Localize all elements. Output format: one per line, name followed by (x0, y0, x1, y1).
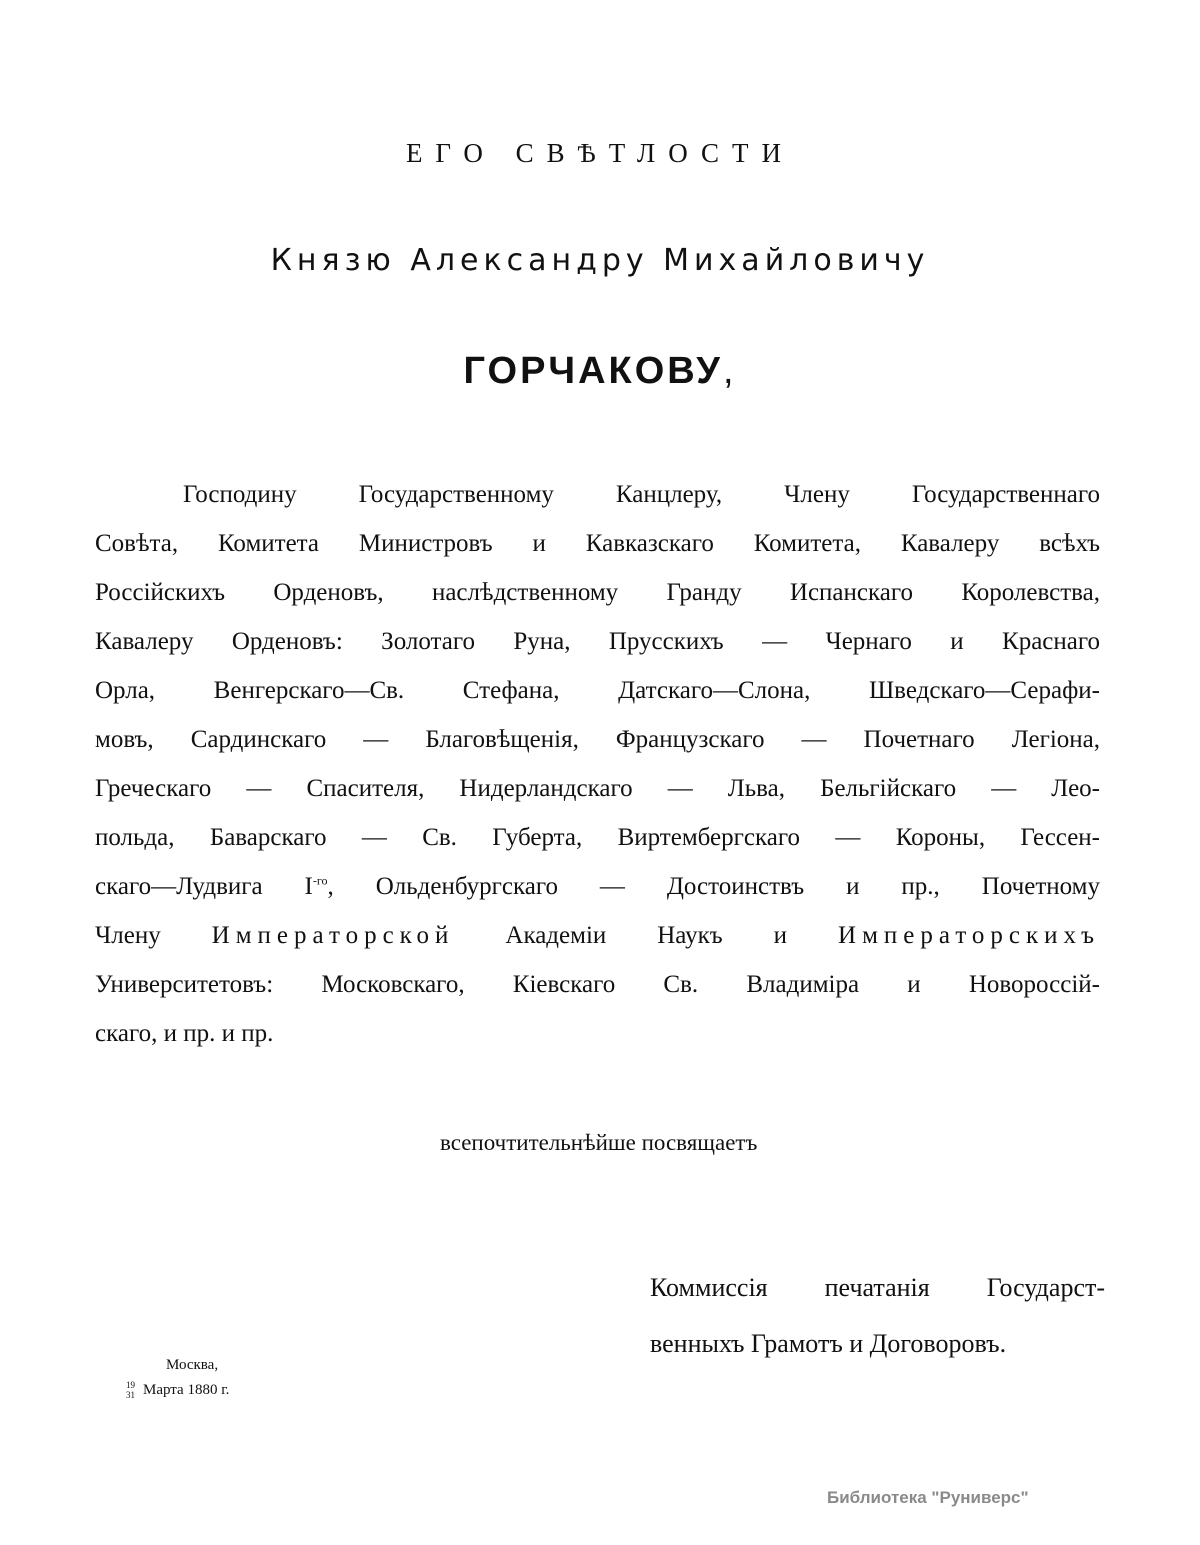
paragraph-line: Кавалеру Орденовъ: Золотаго Руна, Прусскихъ — Чернаго и Краснаго (95, 628, 1100, 655)
paragraph-line: Господину Государственному Канцлеру, Члену Государственнаго (183, 481, 1100, 508)
paragraph-line: Россійскихъ Орденовъ, наслѣдственному Гранду Испанскаго Королевства, (95, 579, 1100, 606)
paragraph-line: Греческаго — Спасителя, Нидерландскаго — Льва, Бельгійскаго — Лео- (95, 775, 1100, 802)
line-text: , Ольденбургскаго — Достоинствъ и пр., Почетному (327, 873, 1100, 900)
paragraph-line: Совѣта, Комитета Министровъ и Кавказскаго Комитета, Кавалеру всѣхъ (95, 530, 1100, 557)
titles-paragraph (95, 470, 1100, 1058)
dedication-phrase: всепочтительнѣйше посвящаетъ (440, 1130, 758, 1155)
date-of-issue (126, 1380, 229, 1400)
date-denominator: 31 (126, 1390, 135, 1400)
paragraph-line: Университетовъ: Московскаго, Кіевскаго Св. Владиміра и Новороссій- (95, 971, 1100, 998)
ordinal-superscript: -го (312, 873, 328, 888)
dedicatee-title: ЕГО СВѢТЛОСТИ (405, 138, 795, 168)
commission-line: венныхъ Грамотъ и Договоровъ. (650, 1329, 1007, 1358)
line-text: Члену (95, 922, 161, 949)
paragraph-line: Орла, Венгерскаго—Св. Стефана, Датскаго—Слона, Шведскаго—Серафи- (95, 677, 1100, 704)
dedicatee-surname (0, 350, 1200, 393)
library-watermark: Библиотека "Руниверс" (827, 1488, 1029, 1507)
paragraph-line: скаго, и пр. и пр. (95, 1020, 274, 1047)
spaced-word: Императорской (211, 922, 455, 949)
paragraph-line: польда, Баварскаго — Св. Губерта, Виртембергскаго — Короны, Гессен- (95, 824, 1100, 851)
line-text: Академіи Наукъ и (505, 922, 788, 949)
paragraph-line: мовъ, Сардинскаго — Благовѣщенія, Французскаго — Почетнаго Легіона, (95, 726, 1100, 753)
paragraph-line (95, 862, 1100, 911)
date-fraction (126, 1380, 135, 1400)
dedicatee-name: Князю Александру Михайловичу (270, 243, 930, 278)
commission-line: Коммиссія печатанія Государст- (650, 1273, 1105, 1302)
date-numerator: 19 (126, 1380, 135, 1390)
commission-signature (650, 1260, 1105, 1372)
date-text: Марта 1880 г. (143, 1381, 230, 1398)
surname-text: ГОРЧАКОВУ (463, 350, 723, 392)
line-text: скаго—Лудвига I (95, 873, 313, 900)
surname-comma: , (722, 350, 737, 392)
paragraph-line (95, 911, 1100, 960)
place-of-issue: Москва, (166, 1357, 219, 1373)
spaced-word: Императорскихъ (838, 922, 1101, 949)
